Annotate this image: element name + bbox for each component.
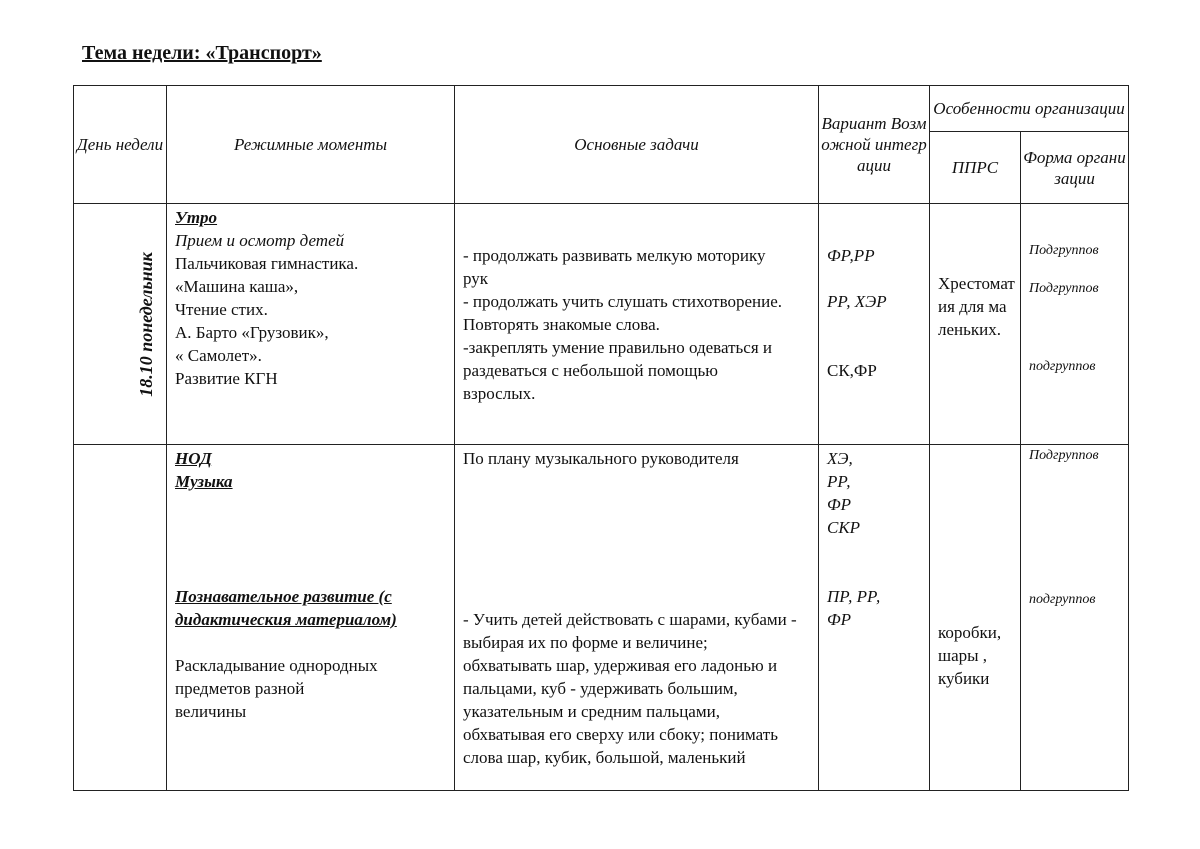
moments-line: А. Барто «Грузовик», xyxy=(175,323,329,342)
header-moments: Режимные моменты xyxy=(167,86,455,204)
moments-line: величины xyxy=(175,702,247,721)
form-item: Подгруппов xyxy=(1029,281,1099,296)
header-integration: Вариант Возможной интеграции xyxy=(819,86,930,204)
task-music: По плану музыкального руководителя xyxy=(463,449,739,468)
tasks-cell xyxy=(455,445,819,791)
pprs-text: Хрестоматия для маленьких. xyxy=(938,274,1015,339)
moments-subheading: Прием и осмотр детей xyxy=(175,231,345,250)
moments-heading-music: Музыка xyxy=(175,472,233,491)
moments-heading-nod: НОД xyxy=(175,449,212,468)
moments-cell xyxy=(167,204,455,445)
header-tasks: Основные задачи xyxy=(455,86,819,204)
integration-item: СК,ФР xyxy=(827,361,877,380)
integration-item: ХЭ, xyxy=(827,449,853,468)
moments-line: Пальчиковая гимнастика. xyxy=(175,254,359,273)
integration-item: ФР xyxy=(827,610,852,629)
integration-cell xyxy=(819,445,930,791)
integration-item: ПР, РР, xyxy=(827,587,881,606)
integration-item: РР, xyxy=(827,472,851,491)
integration-item: РР, ХЭР xyxy=(827,292,887,311)
moments-heading-cognitive: Познавательное развитие (с дидактическия материалом) xyxy=(175,587,397,629)
header-form: Форма организации xyxy=(1021,132,1129,204)
pprs-text: коробки, шары , кубики xyxy=(938,623,1002,688)
task-item: - продолжать учить слушать стихотворение. Повторять знакомые слова. xyxy=(463,292,783,334)
day-cell xyxy=(74,204,167,445)
moments-heading: Утро xyxy=(175,208,218,227)
day-label: 18.10 понедельник xyxy=(135,251,156,397)
form-cell xyxy=(1021,445,1129,791)
moments-line: Раскладывание однородных xyxy=(175,656,378,675)
form-item: подгруппов xyxy=(1029,592,1096,607)
pprs-cell xyxy=(930,204,1021,445)
form-item: подгруппов xyxy=(1029,359,1096,374)
task-item: -закреплять умение правильно одеваться и раздеваться с небольшой помощью взрослых. xyxy=(463,338,772,403)
form-item: Подгруппов xyxy=(1029,448,1099,463)
integration-item: ФР xyxy=(827,495,852,514)
moments-line: предметов разной xyxy=(175,679,305,698)
moments-line: «Машина каша», xyxy=(175,277,299,296)
moments-line: Чтение стих. xyxy=(175,300,268,319)
page-title: Тема недели: «Транспорт» xyxy=(82,42,322,64)
task-cognitive: - Учить детей действовать с шарами, кубами - выбирая их по форме и величине; обхватывать шар, удерживая его ладонью и пальцами, куб - удерживать большим, указательным и средним пальцами, обхватывая его сверху или сбоку; понимать слова шар, кубик, большой, маленький xyxy=(463,610,797,767)
integration-cell xyxy=(819,204,930,445)
task-item: - продолжать развивать мелкую моторику рук xyxy=(463,246,766,288)
pprs-cell xyxy=(930,445,1021,791)
form-cell xyxy=(1021,204,1129,445)
moments-line: Развитие КГН xyxy=(175,369,278,388)
day-cell-empty xyxy=(74,445,167,791)
moments-cell xyxy=(167,445,455,791)
plan-table xyxy=(73,85,1129,791)
tasks-cell xyxy=(455,204,819,445)
header-organization: Особенности организации xyxy=(930,86,1129,132)
header-day: День недели xyxy=(74,86,167,204)
form-item: Подгруппов xyxy=(1029,243,1099,258)
integration-item: ФР,РР xyxy=(827,246,875,265)
integration-item: СКР xyxy=(827,518,861,537)
header-pprs: ППРС xyxy=(930,132,1021,204)
moments-line: « Самолет». xyxy=(175,346,262,365)
